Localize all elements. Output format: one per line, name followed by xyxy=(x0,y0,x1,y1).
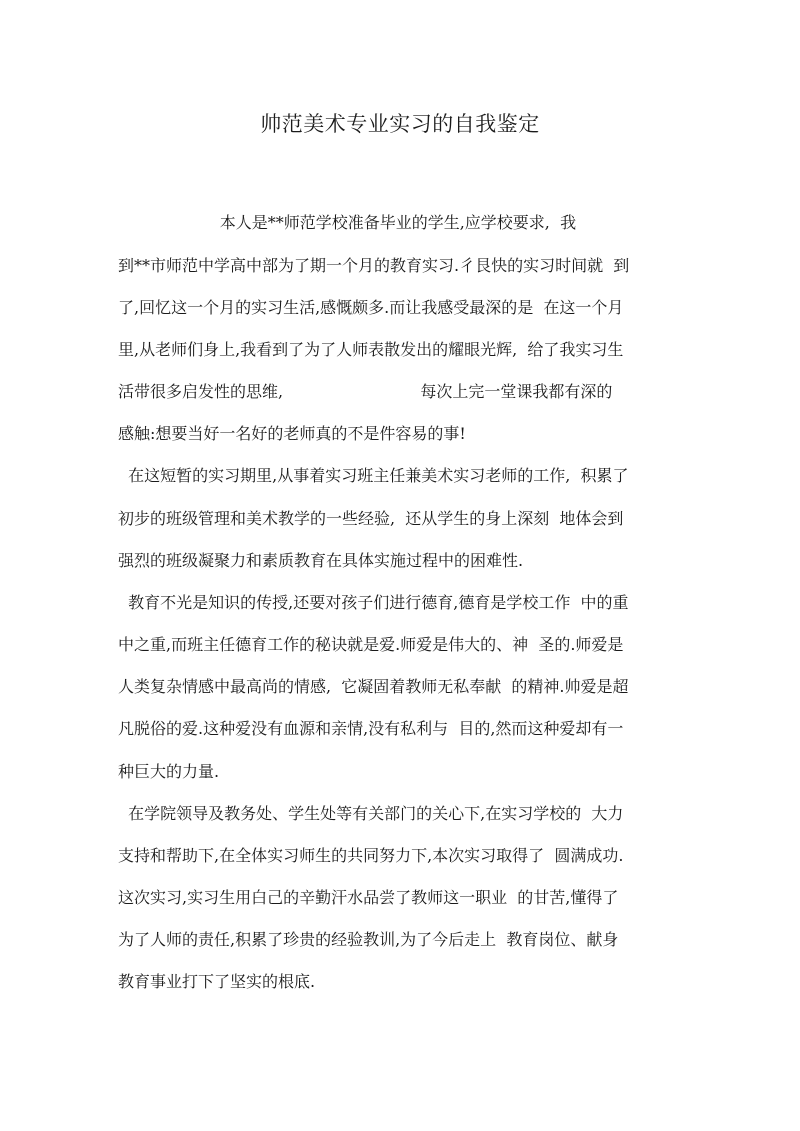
body-line: 支持和帮助下,在全体实习师生的共同努力下,本次实习取得了 圆满成功. xyxy=(118,846,624,865)
body-line: 在这短暂的实习期里,从事着实习班主任兼美术实习老师的工作, 积累了 xyxy=(118,466,629,485)
body-line: 到**市师范中学高中部为了期一个月的教育实习.彳艮快的实习时间就 到 xyxy=(118,256,630,275)
body-line: 为了人师的责任,积累了珍贵的经验教训,为了今后走上 教育岗位、献身 xyxy=(118,930,619,949)
body-line: 初步的班级管理和美术教学的一些经验, 还从学生的身上深刻 地体会到 xyxy=(118,509,624,528)
body-line: 教育不光是知识的传授,还要对孩子们进行德育,德育是学校工作 中的重 xyxy=(118,593,629,612)
body-line: 种巨大的力量. xyxy=(118,762,220,781)
body-line: 活带很多启发性的思维, 每次上完一堂课我都有深的 xyxy=(118,382,613,401)
body-line: 在学院领导及教务处、学生处等有关部门的关心下,在实习学校的 大力 xyxy=(118,804,624,823)
body-line: 强烈的班级凝聚力和素质教育在具体实施过程中的困难性. xyxy=(118,551,524,570)
body-line: 里,从老师们身上,我看到了为了人师表散发出的耀眼光辉, 给了我实习生 xyxy=(118,340,624,359)
body-line: 人类复杂情感中最高尚的情感, 它凝固着教师无私奉献 的精神.帅爱是超 xyxy=(118,677,629,696)
body-line: 了,回忆这一个月的实习生活,感慨颇多.而让我感受最深的是 在这一个月 xyxy=(118,298,624,317)
body-line: 中之重,而班主任德育工作的秘诀就是爱.师爱是伟大的、神 圣的.师爱是 xyxy=(118,635,624,654)
body-line: 凡脱俗的爱.这种爱没有血源和亲情,没有私利与 目的,然而这种爱却有一 xyxy=(118,719,624,738)
body-line: 感触:想要当好一名好的老师真的不是件容易的事! xyxy=(118,424,466,443)
body-line: 这次实习,实习生用白己的辛勤汗水品尝了教师这一职业 的甘苦,懂得了 xyxy=(118,888,619,907)
document-title: 帅范美术专业实习的自我鉴定 xyxy=(260,112,540,136)
body-line: 教育事业打下了坚实的根底. xyxy=(118,972,316,991)
body-line: 本人是**师范学校准备毕业的学生,应学校要求, 我 xyxy=(118,213,577,232)
